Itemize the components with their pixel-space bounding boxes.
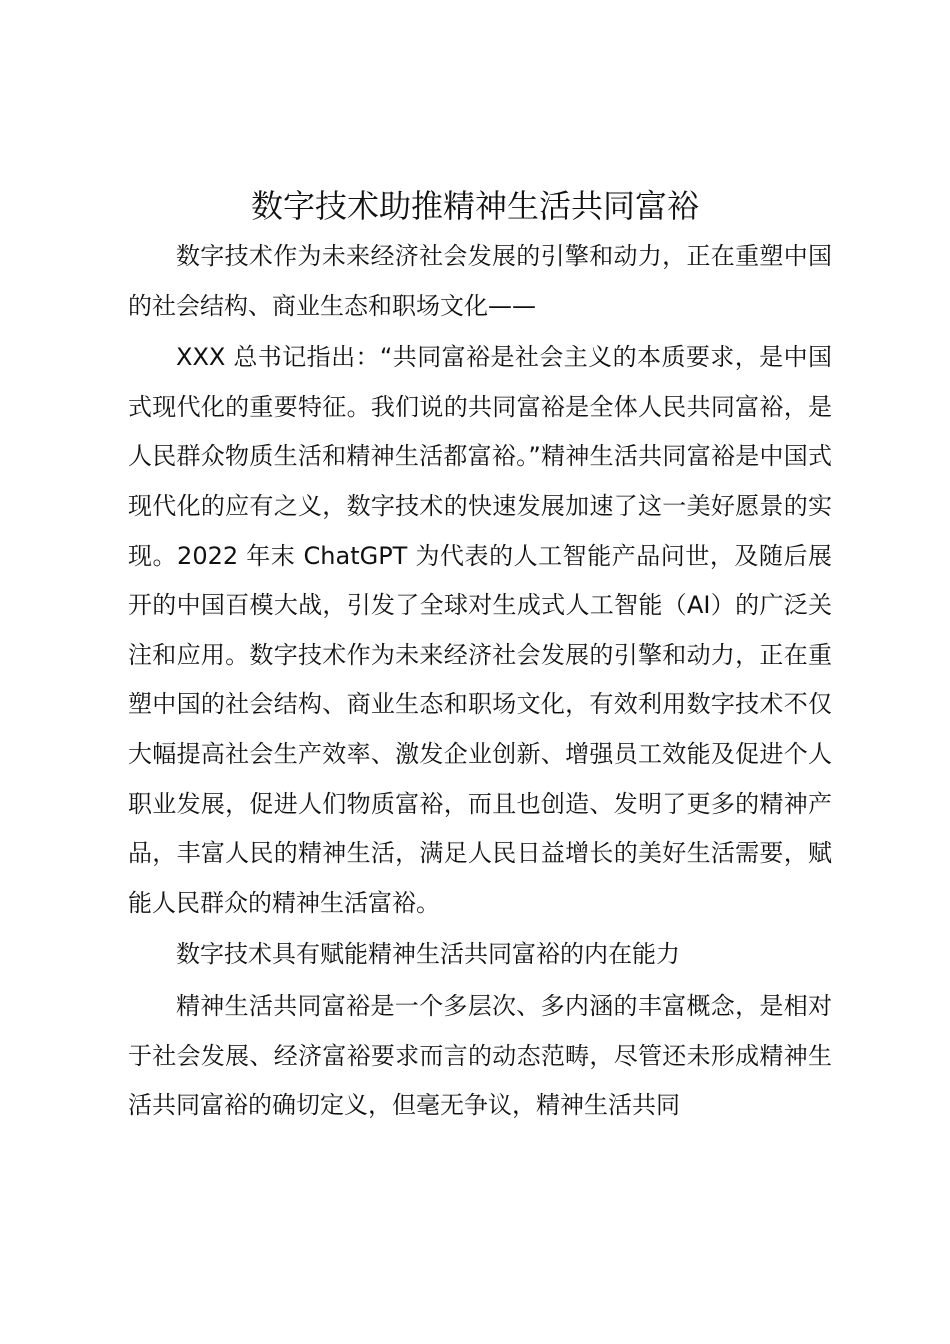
paragraph-main: XXX 总书记指出：“共同富裕是社会主义的本质要求，是中国式现代化的重要特征。我们说的共同富裕是全体人民共同富裕，是人民群众物质生活和精神生活都富裕。”精神生活共同富裕是中国式现代化的应有之义，数字技术的快速发展加速了这一美好愿景的实现。2022 年末 ChatGPT 为代表的人工智能产品问世，及随后展开的中国百模大战，引发了全球对生成式人工智能（AI）的广泛关注和应用。数字技术作为未来经济社会发展的引擎和动力，正在重塑中国的社会结构、商业生态和职场文化，有效利用数字技术不仅大幅提高社会生产效率、激发企业创新、增强员工效能及促进个人职业发展，促进人们物质富裕，而且也创造、发明了更多的精神产品，丰富人民的精神生活，满足人民日益增长的美好生活需要，赋能人民群众的精神生活富裕。 (128, 343, 832, 917)
paragraph-definition: 精神生活共同富裕是一个多层次、多内涵的丰富概念，是相对于社会发展、经济富裕要求而言的动态范畴，尽管还未形成精神生活共同富裕的确切定义，但毫无争议，精神生活共同 (128, 991, 832, 1120)
section-heading: 数字技术具有赋能精神生活共同富裕的内在能力 (176, 940, 680, 969)
document-title: 数字技术助推精神生活共同富裕 (250, 187, 699, 225)
paragraph-intro: 数字技术作为未来经济社会发展的引擎和动力，正在重塑中国的社会结构、商业生态和职场文化—— (128, 242, 832, 320)
document-body (128, 232, 832, 1133)
